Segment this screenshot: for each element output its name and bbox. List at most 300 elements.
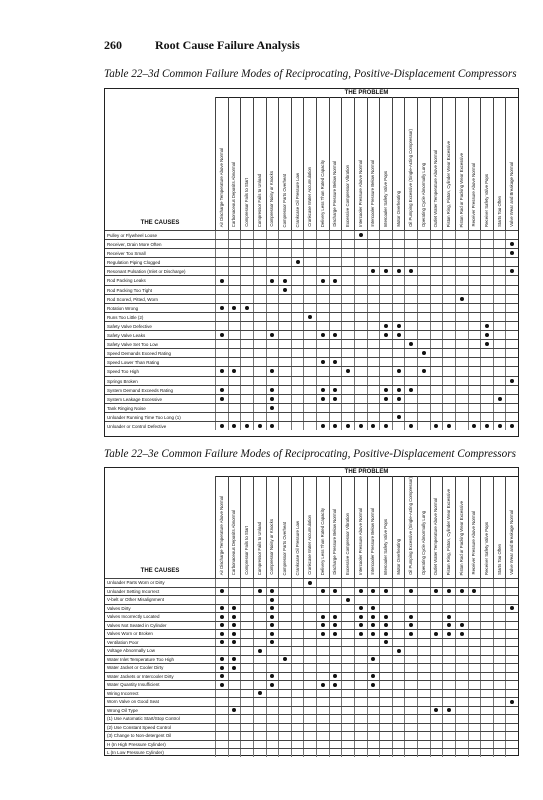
- matrix-cell: [303, 588, 316, 596]
- matrix-cell: [253, 673, 266, 681]
- indicator-dot: [384, 324, 388, 328]
- matrix-cell: [341, 413, 354, 421]
- matrix-cell: [417, 749, 430, 757]
- matrix-cell: [291, 647, 304, 655]
- problem-label: Intercooler Pressure Below Normal: [370, 508, 376, 575]
- matrix-cell: [291, 267, 304, 275]
- matrix-cell: [379, 724, 392, 732]
- matrix-cell: [266, 647, 279, 655]
- matrix-cell: [240, 656, 253, 664]
- matrix-cell: [341, 377, 354, 385]
- matrix-cell: [480, 579, 493, 587]
- matrix-cell: [278, 622, 291, 630]
- matrix-cell: [442, 413, 455, 421]
- matrix-cell: [505, 664, 518, 672]
- matrix-cell: [455, 613, 468, 621]
- matrix-cell: [341, 322, 354, 330]
- matrix-cell: [228, 588, 241, 596]
- matrix-cell: [291, 395, 304, 403]
- indicator-dot: [397, 333, 401, 337]
- matrix-cell: [468, 707, 481, 715]
- matrix-cell: [468, 322, 481, 330]
- indicator-dot: [232, 369, 236, 373]
- matrix-cell: [215, 681, 228, 689]
- matrix-cell: [430, 313, 443, 321]
- matrix-cell: [266, 707, 279, 715]
- matrix-cell: [278, 313, 291, 321]
- cause-label: Water Inlet Temperature Too High: [107, 656, 174, 662]
- matrix-cell: [291, 732, 304, 740]
- matrix-cell: [215, 698, 228, 706]
- cause-rows: [105, 578, 518, 757]
- matrix-cell: [253, 622, 266, 630]
- matrix-cell: [493, 588, 506, 596]
- matrix-cell: [430, 664, 443, 672]
- indicator-dot: [485, 324, 489, 328]
- matrix-cell: [404, 639, 417, 647]
- matrix-cell: [215, 596, 228, 604]
- table-row: [105, 578, 518, 587]
- indicator-dot: [321, 623, 325, 627]
- problem-label: Crankcase Water Accumulation: [307, 167, 313, 227]
- cause-label: Unloader Parts Worn or Dirty: [107, 580, 165, 585]
- matrix-cell: [253, 267, 266, 275]
- matrix-cell: [316, 724, 329, 732]
- matrix-cell: [266, 276, 279, 284]
- matrix-cell: [468, 630, 481, 638]
- matrix-cell: [468, 741, 481, 749]
- matrix-cell: [392, 295, 405, 303]
- matrix-cell: [442, 724, 455, 732]
- matrix-cell: [480, 331, 493, 339]
- matrix-cell: [253, 664, 266, 672]
- matrix-cell: [417, 664, 430, 672]
- problem-column-header: [253, 97, 266, 230]
- matrix-cell: [253, 639, 266, 647]
- matrix-cell: [392, 639, 405, 647]
- matrix-cell: [354, 267, 367, 275]
- matrix-cell: [303, 331, 316, 339]
- indicator-dot: [270, 333, 274, 337]
- indicator-dot: [321, 397, 325, 401]
- matrix-cell: [505, 749, 518, 757]
- matrix-cell: [430, 349, 443, 357]
- matrix-cell: [316, 286, 329, 294]
- indicator-dot: [220, 674, 224, 678]
- matrix-cell: [266, 286, 279, 294]
- matrix-cell: [493, 231, 506, 239]
- failure-mode-table: [104, 467, 519, 756]
- matrix-cell: [291, 240, 304, 248]
- matrix-cell: [367, 367, 380, 375]
- matrix-cell: [266, 349, 279, 357]
- matrix-cell: [455, 647, 468, 655]
- matrix-cell: [468, 340, 481, 348]
- matrix-cell: [278, 630, 291, 638]
- matrix-cell: [455, 304, 468, 312]
- matrix-cell: [253, 741, 266, 749]
- matrix-cell: [468, 358, 481, 366]
- matrix-cell: [392, 240, 405, 248]
- matrix-cell: [455, 741, 468, 749]
- matrix-cell: [480, 673, 493, 681]
- matrix-cell: [303, 732, 316, 740]
- matrix-cell: [316, 304, 329, 312]
- matrix-cell: [228, 331, 241, 339]
- problem-column-header: [329, 97, 342, 230]
- matrix-cell: [392, 613, 405, 621]
- matrix-cell: [266, 395, 279, 403]
- matrix-cell: [316, 276, 329, 284]
- matrix-cell: [240, 286, 253, 294]
- matrix-cell: [266, 404, 279, 412]
- matrix-cell: [215, 613, 228, 621]
- matrix-cell: [404, 613, 417, 621]
- matrix-cell: [316, 240, 329, 248]
- problem-label: Carbonaceous Deposits Abnormal: [231, 509, 237, 575]
- indicator-dot: [232, 424, 236, 428]
- matrix-cell: [367, 749, 380, 757]
- matrix-cell: [392, 596, 405, 604]
- matrix-cell: [316, 715, 329, 723]
- matrix-cell: [430, 724, 443, 732]
- matrix-cell: [493, 698, 506, 706]
- table-row: [105, 723, 518, 732]
- matrix-cell: [367, 422, 380, 430]
- indicator-dot: [384, 388, 388, 392]
- matrix-cell: [379, 286, 392, 294]
- matrix-cell: [455, 367, 468, 375]
- matrix-cell: [430, 340, 443, 348]
- problem-label: Compressor Parts Overheat: [281, 173, 287, 227]
- matrix-cell: [505, 698, 518, 706]
- matrix-cell: [480, 404, 493, 412]
- matrix-cell: [316, 295, 329, 303]
- matrix-cell: [341, 304, 354, 312]
- matrix-cell: [404, 707, 417, 715]
- matrix-cell: [417, 377, 430, 385]
- matrix-cell: [278, 656, 291, 664]
- matrix-cell: [341, 367, 354, 375]
- matrix-cell: [253, 286, 266, 294]
- matrix-cell: [278, 422, 291, 430]
- matrix-cell: [228, 630, 241, 638]
- indicator-dot: [333, 397, 337, 401]
- matrix-cell: [240, 707, 253, 715]
- matrix-cell: [228, 422, 241, 430]
- problem-column-header: [404, 97, 417, 230]
- matrix-cell: [240, 749, 253, 757]
- matrix-cell: [228, 358, 241, 366]
- matrix-cell: [329, 340, 342, 348]
- matrix-cell: [215, 240, 228, 248]
- matrix-cell: [417, 295, 430, 303]
- matrix-cell: [480, 707, 493, 715]
- indicator-dot: [371, 615, 375, 619]
- matrix-cell: [442, 656, 455, 664]
- matrix-cell: [316, 698, 329, 706]
- matrix-cell: [253, 331, 266, 339]
- matrix-cell: [417, 613, 430, 621]
- indicator-dot: [270, 589, 274, 593]
- matrix-cell: [291, 276, 304, 284]
- indicator-dot: [359, 632, 363, 636]
- matrix-cell: [240, 231, 253, 239]
- matrix-cell: [392, 358, 405, 366]
- matrix-cell: [468, 386, 481, 394]
- matrix-cell: [316, 231, 329, 239]
- matrix-cell: [367, 267, 380, 275]
- matrix-cell: [354, 258, 367, 266]
- matrix-cell: [291, 286, 304, 294]
- matrix-cell: [354, 349, 367, 357]
- matrix-cell: [404, 596, 417, 604]
- matrix-cell: [329, 732, 342, 740]
- matrix-cell: [215, 579, 228, 587]
- matrix-cell: [392, 664, 405, 672]
- matrix-cell: [430, 639, 443, 647]
- matrix-cell: [417, 715, 430, 723]
- matrix-cell: [493, 724, 506, 732]
- matrix-cell: [404, 331, 417, 339]
- matrix-cell: [341, 749, 354, 757]
- table-row: [105, 612, 518, 621]
- problem-column-header: [266, 476, 279, 578]
- problem-label: Excessive Compressor Vibration: [344, 164, 350, 227]
- matrix-cell: [316, 249, 329, 257]
- matrix-cell: [266, 732, 279, 740]
- problem-label: Discharge Pressure Below Normal: [332, 161, 338, 227]
- matrix-cell: [442, 690, 455, 698]
- matrix-cell: [354, 331, 367, 339]
- matrix-cell: [480, 588, 493, 596]
- matrix-cell: [291, 741, 304, 749]
- matrix-cell: [367, 340, 380, 348]
- matrix-cell: [379, 349, 392, 357]
- matrix-cell: [505, 715, 518, 723]
- matrix-cell: [303, 404, 316, 412]
- matrix-cell: [278, 605, 291, 613]
- indicator-dot: [321, 632, 325, 636]
- matrix-cell: [442, 258, 455, 266]
- matrix-cell: [493, 732, 506, 740]
- matrix-cell: [505, 258, 518, 266]
- matrix-cell: [278, 358, 291, 366]
- problem-column-header: [379, 97, 392, 230]
- matrix-cell: [253, 231, 266, 239]
- matrix-cell: [480, 647, 493, 655]
- matrix-cell: [379, 732, 392, 740]
- matrix-cell: [442, 613, 455, 621]
- problem-column-header: [215, 97, 228, 230]
- matrix-cell: [303, 258, 316, 266]
- cause-label: Rod Packing Leaks: [107, 278, 146, 284]
- matrix-cell: [266, 295, 279, 303]
- cause-label: Unloader Setting Incorrect: [107, 588, 160, 594]
- matrix-cell: [379, 622, 392, 630]
- matrix-cell: [367, 681, 380, 689]
- matrix-cell: [291, 707, 304, 715]
- matrix-cell: [291, 579, 304, 587]
- matrix-cell: [480, 258, 493, 266]
- problem-column-header: [392, 476, 405, 578]
- table-row: [105, 348, 518, 357]
- matrix-cell: [329, 240, 342, 248]
- matrix-cell: [468, 249, 481, 257]
- matrix-cell: [215, 331, 228, 339]
- matrix-cell: [253, 698, 266, 706]
- indicator-dot: [270, 615, 274, 619]
- matrix-cell: [367, 673, 380, 681]
- matrix-cell: [354, 377, 367, 385]
- matrix-cell: [329, 258, 342, 266]
- matrix-cell: [253, 647, 266, 655]
- matrix-cell: [505, 331, 518, 339]
- matrix-cell: [253, 404, 266, 412]
- matrix-cell: [493, 276, 506, 284]
- matrix-cell: [228, 664, 241, 672]
- matrix-cell: [379, 741, 392, 749]
- matrix-cell: [505, 647, 518, 655]
- matrix-cell: [240, 340, 253, 348]
- matrix-cell: [316, 413, 329, 421]
- problem-column-header: [354, 97, 367, 230]
- matrix-cell: [253, 349, 266, 357]
- problem-label: Starts Too Often: [496, 196, 502, 227]
- matrix-cell: [354, 367, 367, 375]
- problem-label: Compressor Fails to Start: [243, 526, 249, 575]
- cause-label: Unloader Running Time Too Long (1): [107, 414, 181, 420]
- matrix-cell: [367, 258, 380, 266]
- matrix-cell: [505, 741, 518, 749]
- matrix-cell: [379, 413, 392, 421]
- matrix-cell: [278, 673, 291, 681]
- problem-title: THE PROBLEM: [215, 468, 518, 477]
- cause-label: H (In High Pressure Cylinder): [107, 741, 166, 747]
- cause-label: L (In Low Pressure Cylinder): [107, 750, 164, 755]
- matrix-cell: [215, 690, 228, 698]
- matrix-cell: [316, 707, 329, 715]
- matrix-cell: [266, 258, 279, 266]
- indicator-dot: [485, 342, 489, 346]
- matrix-cell: [455, 673, 468, 681]
- matrix-cell: [505, 349, 518, 357]
- matrix-cell: [430, 673, 443, 681]
- indicator-dot: [220, 424, 224, 428]
- matrix-cell: [240, 422, 253, 430]
- indicator-dot: [359, 233, 363, 237]
- matrix-cell: [480, 639, 493, 647]
- matrix-cell: [379, 267, 392, 275]
- matrix-cell: [367, 732, 380, 740]
- matrix-cell: [291, 377, 304, 385]
- matrix-cell: [228, 715, 241, 723]
- matrix-cell: [215, 322, 228, 330]
- indicator-dot: [346, 598, 350, 602]
- matrix-cell: [341, 732, 354, 740]
- cause-label: Safety Valve Defective: [107, 323, 152, 329]
- matrix-cell: [303, 715, 316, 723]
- indicator-dot: [371, 424, 375, 428]
- indicator-dot: [447, 708, 451, 712]
- matrix-cell: [329, 295, 342, 303]
- table-row: [105, 412, 518, 421]
- matrix-cell: [240, 588, 253, 596]
- matrix-cell: [367, 639, 380, 647]
- matrix-cell: [240, 741, 253, 749]
- matrix-cell: [404, 741, 417, 749]
- cause-label: Water Jacket or Cooler Dirty: [107, 665, 164, 670]
- indicator-dot: [220, 615, 224, 619]
- problem-column-header: [316, 97, 329, 230]
- matrix-cell: [266, 664, 279, 672]
- table-row: [105, 330, 518, 339]
- indicator-dot: [220, 640, 224, 644]
- matrix-cell: [455, 639, 468, 647]
- matrix-cell: [291, 413, 304, 421]
- cause-label: (1) Use Automatic Start/Stop Control: [107, 716, 180, 721]
- matrix-cell: [228, 377, 241, 385]
- matrix-cell: [493, 267, 506, 275]
- indicator-dot: [384, 269, 388, 273]
- problem-column-header: [291, 476, 304, 578]
- matrix-cell: [316, 422, 329, 430]
- indicator-dot: [409, 589, 413, 593]
- matrix-cell: [392, 231, 405, 239]
- matrix-cell: [240, 395, 253, 403]
- matrix-cell: [404, 422, 417, 430]
- matrix-cell: [303, 386, 316, 394]
- book-title: Root Cause Failure Analysis: [155, 38, 300, 52]
- matrix-cell: [392, 404, 405, 412]
- matrix-cell: [215, 377, 228, 385]
- matrix-cell: [316, 749, 329, 757]
- matrix-cell: [354, 340, 367, 348]
- matrix-cell: [480, 422, 493, 430]
- matrix-cell: [228, 413, 241, 421]
- matrix-cell: [329, 741, 342, 749]
- matrix-cell: [240, 304, 253, 312]
- matrix-cell: [417, 656, 430, 664]
- matrix-cell: [480, 690, 493, 698]
- matrix-cell: [215, 367, 228, 375]
- matrix-cell: [278, 367, 291, 375]
- matrix-cell: [316, 358, 329, 366]
- matrix-cell: [455, 313, 468, 321]
- indicator-dot: [321, 683, 325, 687]
- problem-column-header: [240, 476, 253, 578]
- matrix-cell: [329, 715, 342, 723]
- matrix-cell: [468, 240, 481, 248]
- matrix-cell: [367, 596, 380, 604]
- matrix-cell: [303, 613, 316, 621]
- matrix-cell: [291, 596, 304, 604]
- matrix-cell: [493, 613, 506, 621]
- matrix-cell: [228, 386, 241, 394]
- matrix-cell: [417, 707, 430, 715]
- matrix-cell: [468, 596, 481, 604]
- matrix-cell: [215, 304, 228, 312]
- matrix-cell: [253, 596, 266, 604]
- matrix-cell: [329, 404, 342, 412]
- matrix-cell: [253, 240, 266, 248]
- matrix-cell: [392, 286, 405, 294]
- matrix-cell: [266, 596, 279, 604]
- matrix-cell: [240, 715, 253, 723]
- matrix-cell: [505, 690, 518, 698]
- problem-label: Outlet Water Temperature Above Normal: [433, 149, 439, 227]
- matrix-cell: [291, 673, 304, 681]
